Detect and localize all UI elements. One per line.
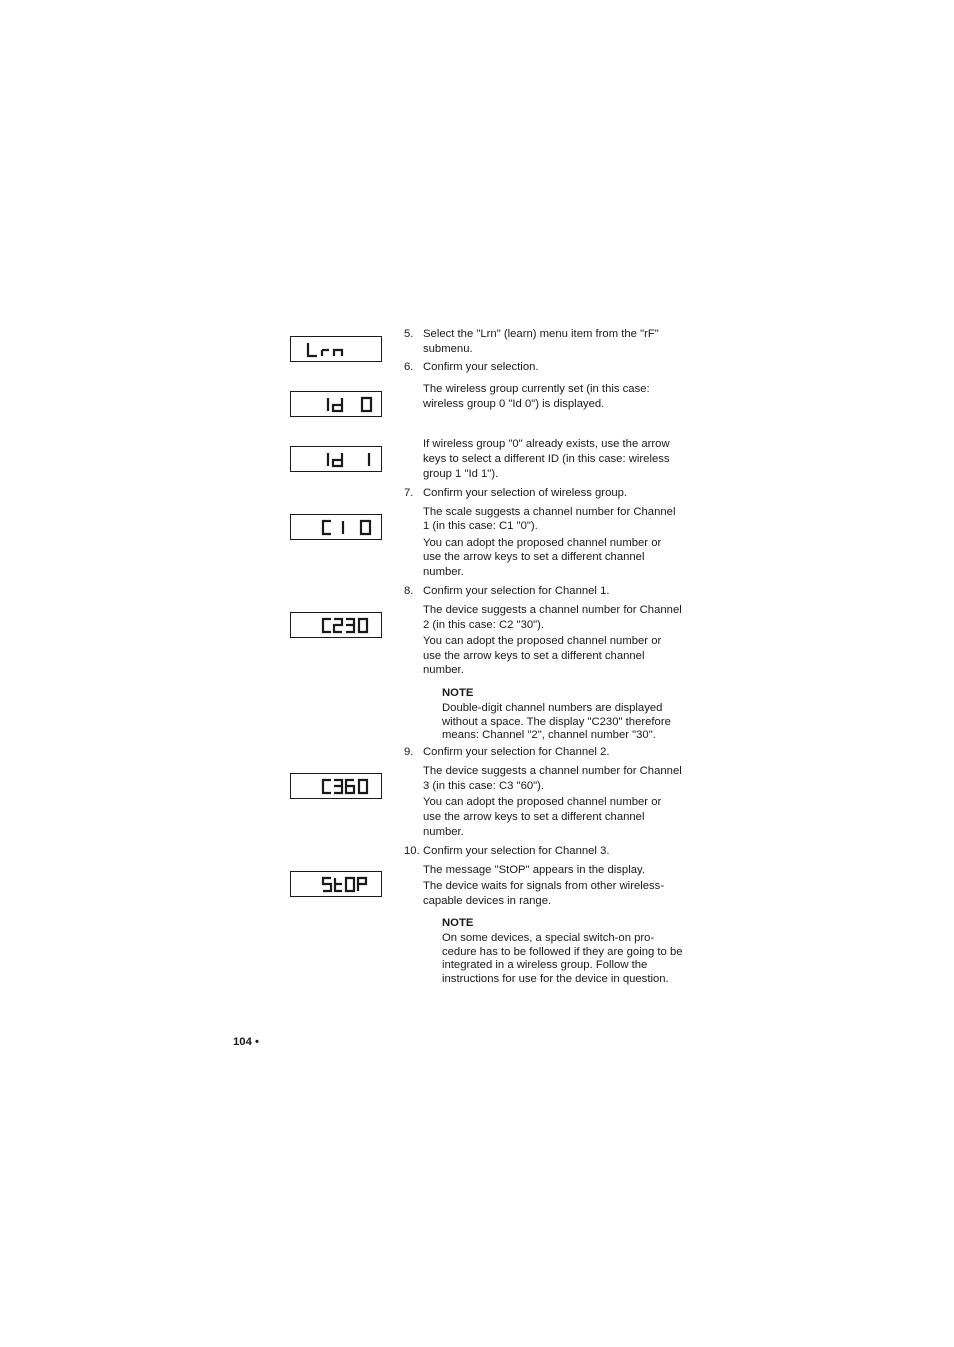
- lcd-display-c1-0: [290, 514, 382, 540]
- lcd-segments: [291, 774, 383, 800]
- note-line: means: Channel "2", channel number "30".: [442, 729, 656, 741]
- page-number: 104 •: [233, 1036, 259, 1048]
- lcd-display-lrn: [290, 336, 382, 362]
- step-5-text-line-2: submenu.: [423, 343, 473, 355]
- paragraph-line: capable devices in range.: [423, 895, 552, 907]
- paragraph-line: The wireless group currently set (in this case:: [423, 383, 650, 395]
- paragraph-line: The device waits for signals from other wireless-: [423, 880, 665, 892]
- paragraph-line: number.: [423, 566, 464, 578]
- step-number-5: 5.: [404, 328, 414, 340]
- step-5-text-line-1: Select the "Lrn" (learn) menu item from the "rF": [423, 328, 659, 340]
- lcd-segments: [291, 872, 383, 898]
- paragraph-line: You can adopt the proposed channel number or: [423, 537, 662, 549]
- lcd-segments: [291, 515, 383, 541]
- paragraph-line: If wireless group "0" already exists, use the arrow: [423, 438, 670, 450]
- paragraph-line: You can adopt the proposed channel number or: [423, 796, 662, 808]
- paragraph-line: group 1 "Id 1").: [423, 468, 499, 480]
- paragraph-line: use the arrow keys to set a different channel: [423, 551, 645, 563]
- paragraph-line: The scale suggests a channel number for Channel: [423, 506, 676, 518]
- step-8-text: Confirm your selection for Channel 1.: [423, 585, 610, 597]
- note-line: instructions for use for the device in question.: [442, 973, 669, 985]
- paragraph-line: wireless group 0 "Id 0") is displayed.: [423, 398, 605, 410]
- lcd-segments: [291, 613, 383, 639]
- step-10-text: Confirm your selection for Channel 3.: [423, 845, 610, 857]
- step-number-6: 6.: [404, 361, 414, 373]
- paragraph-line: The device suggests a channel number for Channel: [423, 765, 682, 777]
- paragraph-line: keys to select a different ID (in this case: wireless: [423, 453, 670, 465]
- note-heading: NOTE: [442, 687, 474, 699]
- paragraph-line: use the arrow keys to set a different channel: [423, 650, 645, 662]
- lcd-display-id-0: [290, 391, 382, 417]
- step-number-8: 8.: [404, 585, 414, 597]
- paragraph-line: 1 (in this case: C1 "0").: [423, 520, 538, 532]
- lcd-display-c360: [290, 773, 382, 799]
- lcd-display-stop: [290, 871, 382, 897]
- step-9-text: Confirm your selection for Channel 2.: [423, 746, 610, 758]
- note-line: cedure has to be followed if they are going to be: [442, 946, 683, 958]
- paragraph-line: The message "StOP" appears in the display.: [423, 864, 645, 876]
- lcd-segments: [291, 337, 383, 363]
- step-number-10: 10.: [404, 845, 420, 857]
- paragraph-line: use the arrow keys to set a different channel: [423, 811, 645, 823]
- step-number-9: 9.: [404, 746, 414, 758]
- note-line: integrated in a wireless group. Follow the: [442, 959, 648, 971]
- step-7-text: Confirm your selection of wireless group.: [423, 487, 628, 499]
- lcd-segments: [291, 392, 383, 418]
- paragraph-line: The device suggests a channel number for Channel: [423, 604, 682, 616]
- lcd-display-c230: [290, 612, 382, 638]
- paragraph-line: number.: [423, 826, 464, 838]
- paragraph-line: You can adopt the proposed channel number or: [423, 635, 662, 647]
- paragraph-line: 2 (in this case: C2 "30").: [423, 619, 545, 631]
- step-number-7: 7.: [404, 487, 414, 499]
- note-line: without a space. The display "C230" therefore: [442, 716, 671, 728]
- paragraph-line: 3 (in this case: C3 "60").: [423, 780, 545, 792]
- lcd-segments: [291, 447, 383, 473]
- lcd-display-id-1: [290, 446, 382, 472]
- step-6-text: Confirm your selection.: [423, 361, 539, 373]
- note-line: On some devices, a special switch-on pro-: [442, 932, 655, 944]
- note-line: Double-digit channel numbers are displayed: [442, 702, 663, 714]
- paragraph-line: number.: [423, 664, 464, 676]
- note-heading: NOTE: [442, 917, 474, 929]
